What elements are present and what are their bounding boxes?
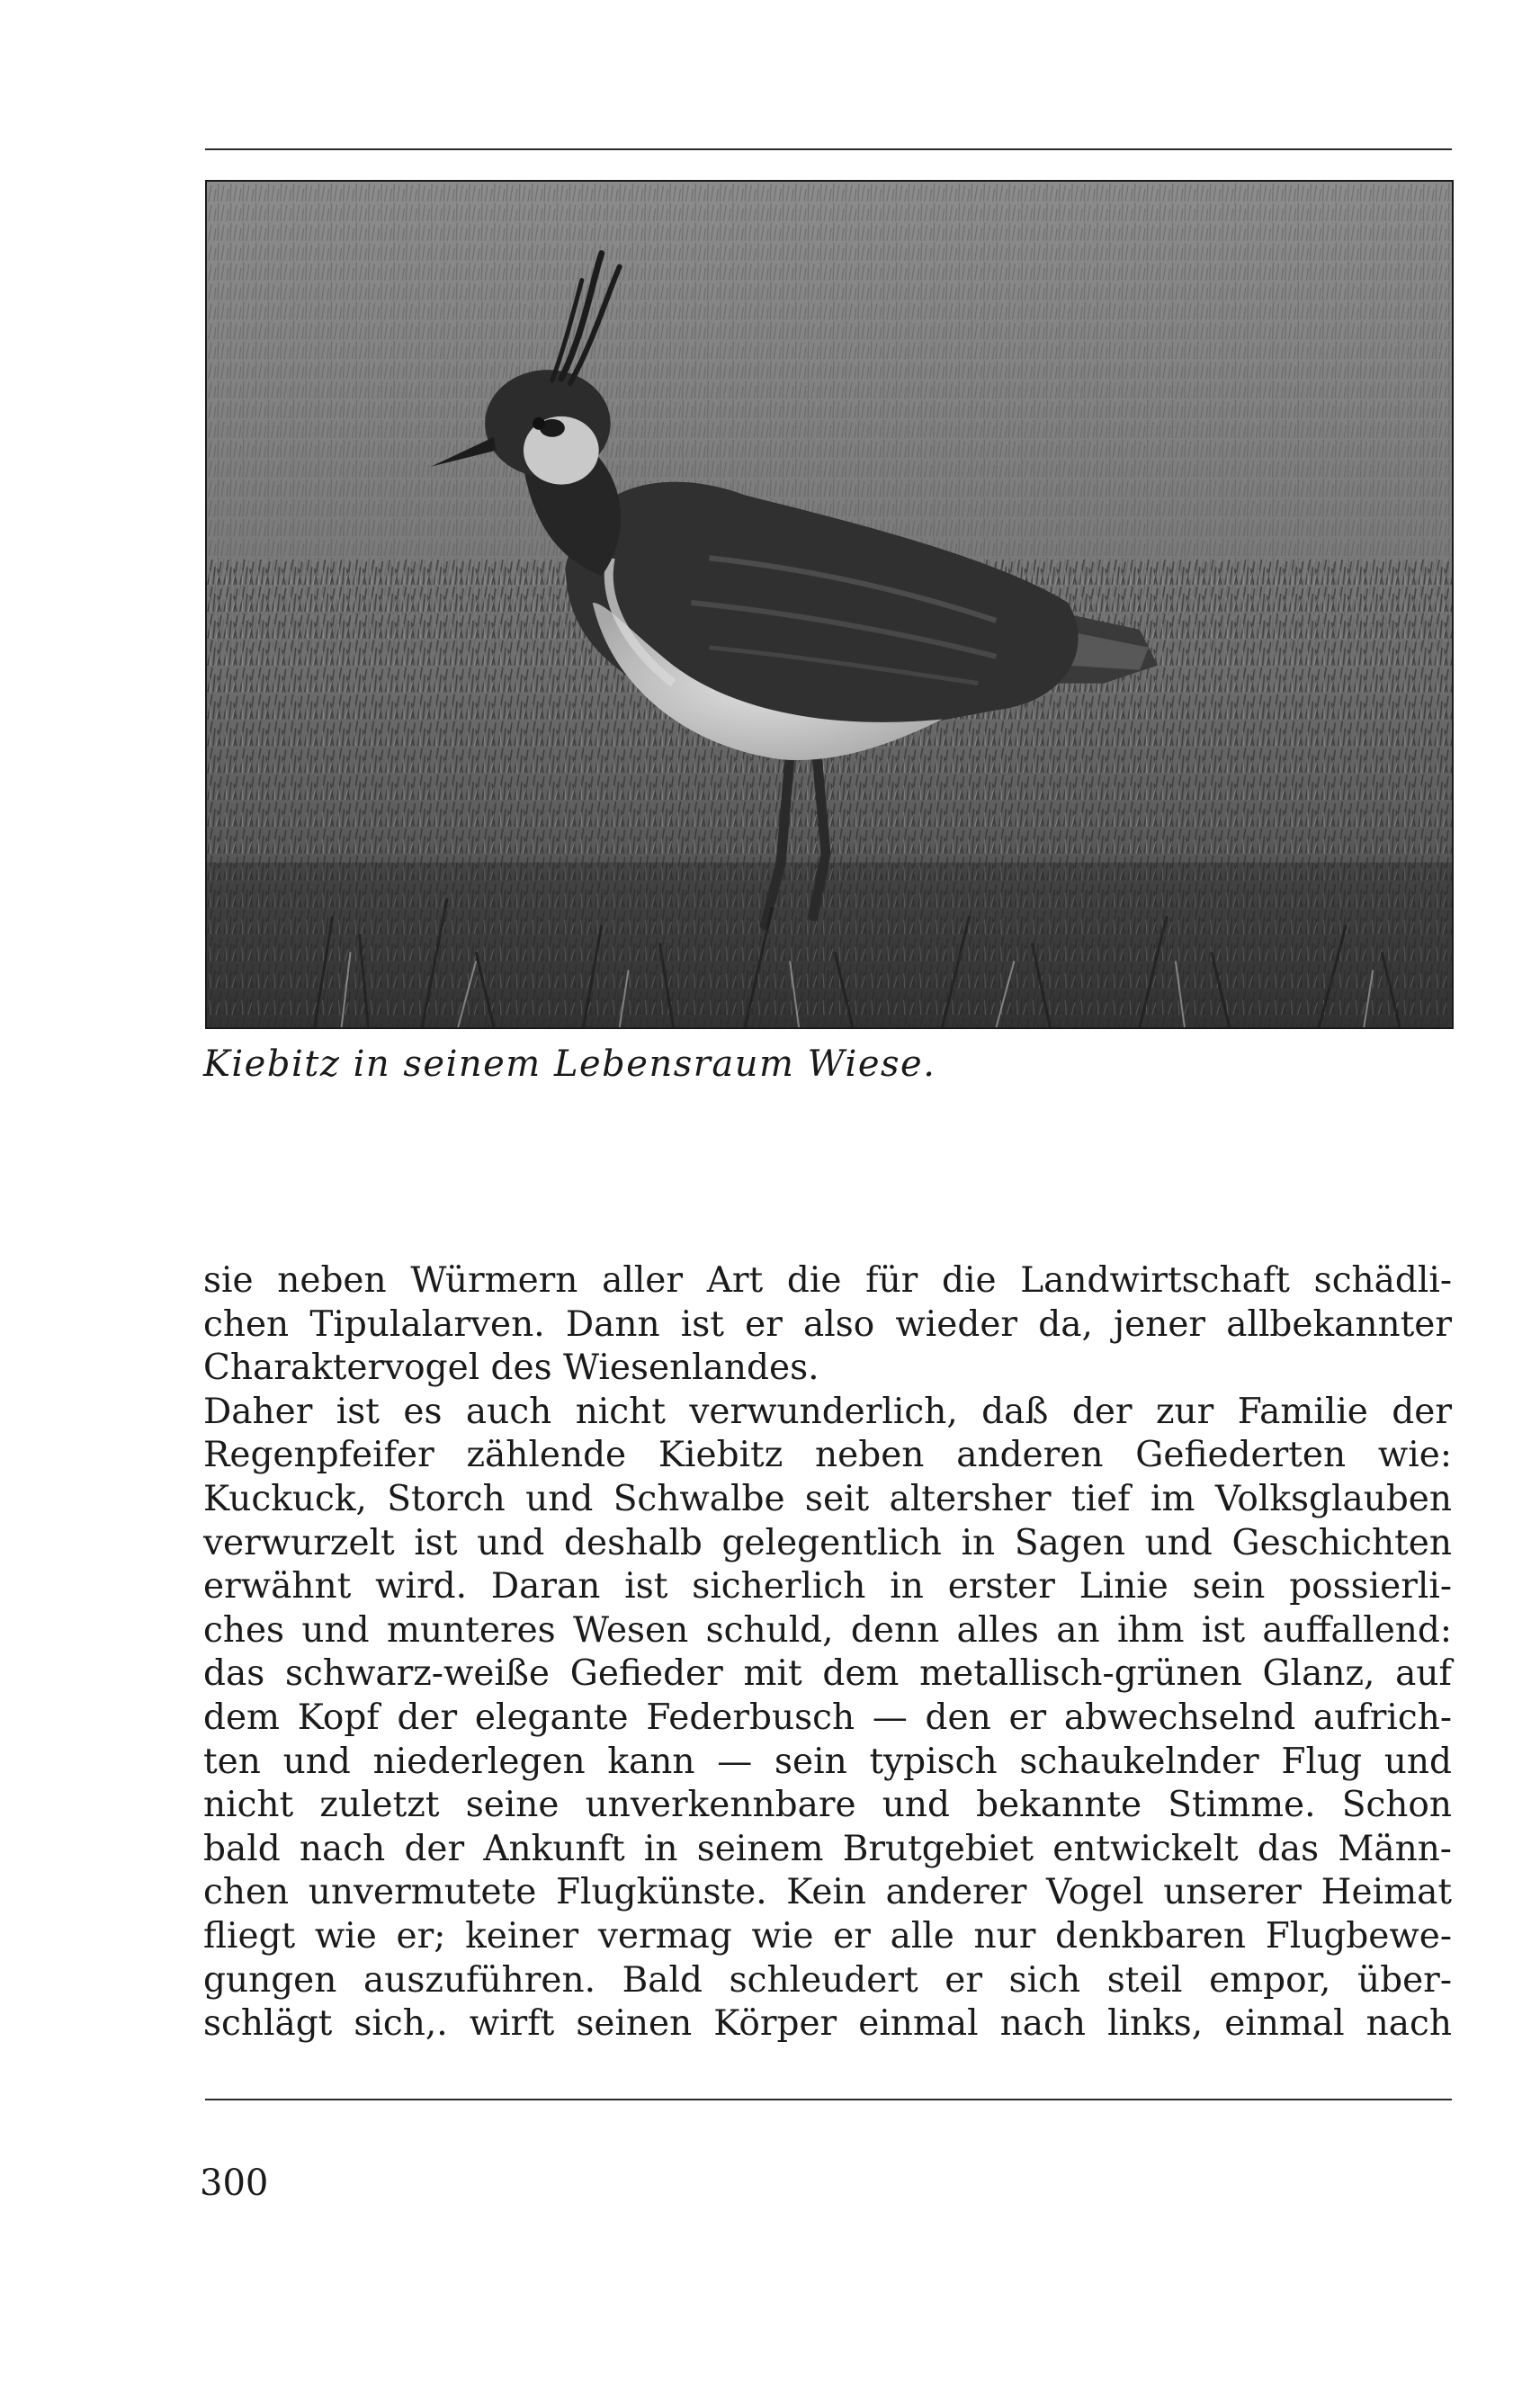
text-line: ten und niederlegen kann — sein typisch schaukelnder Flug und	[203, 1741, 1452, 1782]
text-line: Charaktervogel des Wiesenlandes.	[203, 1348, 819, 1389]
text-line: sie neben Würmern aller Art die für die Landwirtschaft schädli-	[203, 1260, 1452, 1301]
page-number: 300	[200, 2163, 269, 2204]
text-line: chen unvermutete Flugkünste. Kein anderer Vogel unserer Heimat	[203, 1872, 1452, 1913]
lapwing-photo	[205, 180, 1454, 1029]
text-line: nicht zuletzt seine unverkennbare und bekannte Stimme. Schon	[203, 1785, 1452, 1826]
text-line: erwähnt wird. Daran ist sicherlich in erster Linie sein possierli-	[203, 1566, 1452, 1607]
text-line: schlägt sich,. wirft seinen Körper einmal nach links, einmal nach	[203, 2003, 1452, 2045]
text-line: chen Tipulalarven. Dann ist er also wieder da, jener allbekannter	[203, 1303, 1452, 1345]
text-line: Kuckuck, Storch und Schwalbe seit altersher tief im Volksglauben	[203, 1478, 1452, 1519]
bottom-rule	[205, 2099, 1452, 2100]
figure-caption: Kiebitz in seinem Lebensraum Wiese.	[203, 1043, 936, 1085]
text-line: bald nach der Ankunft in seinem Brutgebiet entwickelt das Männ-	[203, 1828, 1452, 1869]
text-line: das schwarz-weiße Gefieder mit dem metallisch-grünen Glanz, auf	[203, 1653, 1452, 1695]
top-rule	[205, 148, 1452, 150]
text-line: dem Kopf der elegante Federbusch — den er abwechselnd aufrich-	[203, 1697, 1452, 1738]
text-line: Daher ist es auch nicht verwunderlich, daß der zur Familie der	[203, 1391, 1452, 1432]
text-line: gungen auszuführen. Bald schleudert er sich steil empor, über-	[203, 1959, 1452, 2001]
lapwing-image	[207, 182, 1452, 1027]
body-paragraph	[203, 1259, 1452, 2046]
text-line: fliegt wie er; keiner vermag wie er alle nur denkbaren Flugbewe-	[203, 1915, 1452, 1957]
text-line: Regenpfeifer zählende Kiebitz neben anderen Gefiederten wie:	[203, 1435, 1452, 1476]
text-line: verwurzelt ist und deshalb gelegentlich in Sagen und Geschichten	[203, 1522, 1452, 1563]
text-line: ches und munteres Wesen schuld, denn alles an ihm ist auffallend:	[203, 1609, 1452, 1651]
